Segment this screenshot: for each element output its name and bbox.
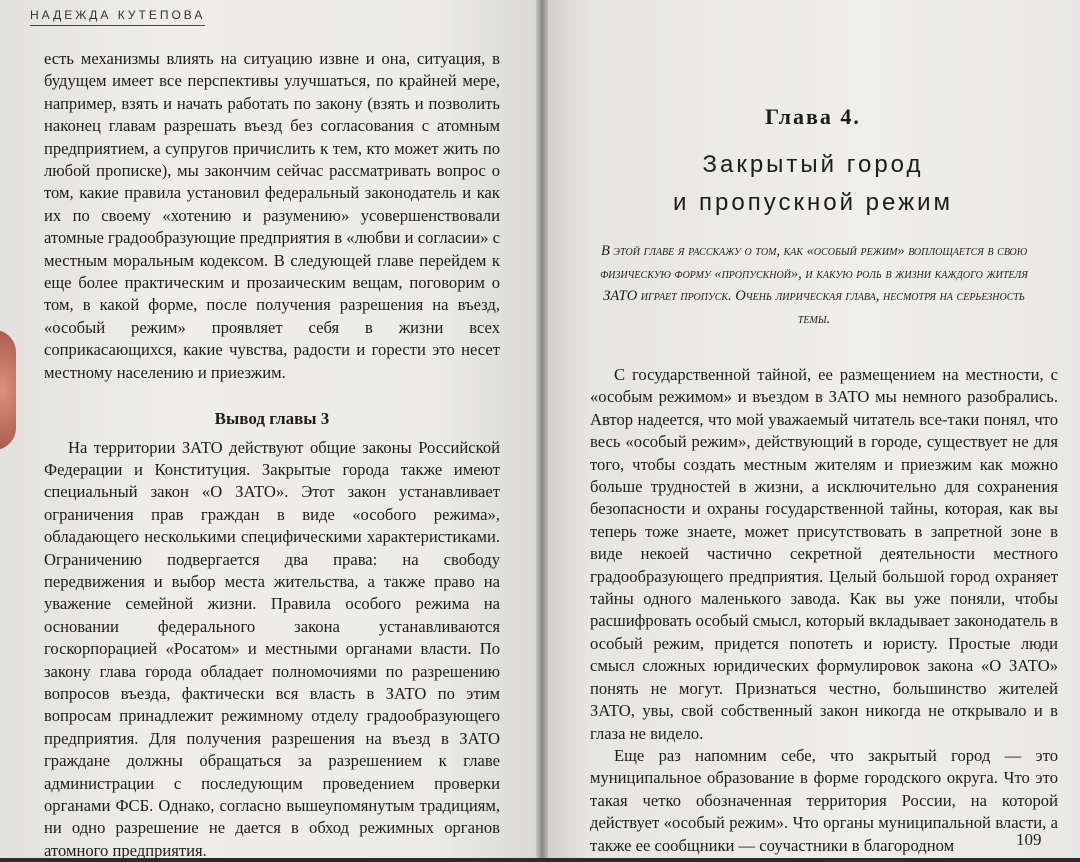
right-page-text	[590, 364, 1058, 857]
left-paragraph-1: есть механизмы влиять на ситуацию извне и она, ситуация, в будущем имеет все перспективы улучшаться, по крайней мере, например, взять и начать работать по закону (взять и позволить наконец главам разрешать въезд без согласования с атомным предприятием, а супругов причислить к тем, кто может жить по любой прописке), мы закончим сейчас рассматривать вопрос о том, какие правила установил федеральный законодатель и как их по своему «хотению и разумению» усовершенствовали атомные градообразующие предприятия в «любви и согласии» с местным моральным кодексом. В следующей главе перейдем к еще более практическим и прозаическим вещам, поговорим о том, в какой форме, после получения разрешения на въезд, «особый режим» проявляет себя в жизни всех соприкасающихся, какие чувства, радости и горести это несет местному населению и приезжим.	[44, 48, 500, 384]
chapter-label: Глава 4.	[546, 104, 1080, 130]
chapter-title-line-1: Закрытый город	[546, 146, 1080, 184]
thumb-photo-artifact	[0, 330, 16, 450]
chapter-epigraph: В этой главе я расскажу о том, как «особый режим» воплощается в свою физическую форму «пропускной», и какую роль в жизни каждого жителя ЗАТО играет пропуск. Очень лирическая глава, несмотря на серьезность темы.	[590, 240, 1038, 330]
chapter-title	[546, 146, 1080, 222]
page-number: 109	[1016, 830, 1042, 850]
running-head: НАДЕЖДА КУТЕПОВА	[30, 8, 205, 26]
left-page-text	[44, 48, 500, 862]
left-paragraph-2: На территории ЗАТО действуют общие законы Российской Федерации и Конституция. Закрытые города также имеют специальный закон «О ЗАТО». Этот закон устанавливает ограничения прав граждан в виде «особого режима», обладающего несколькими специфическими характеристиками. Ограничению подвергается два права: на свободу передвижения и выбор места жительства, а также право на уважение семейной жизни. Правила особого режима на основании федерального закона устанавливаются госкорпорацией «Росатом» и местными органами власти. По закону глава города обладает полномочиями по разрешению вопросов въезда, фактически вся власть в ЗАТО по этим вопросам принадлежит режимному отделу градообразующего предприятия. Для получения разрешения на въезд в ЗАТО граждане должны обращаться за разрешением к главе администрации с последующим проведением проверки органами ФСБ. Однако, согласно вышеупомянутым традициям, ни одно разрешение не дается в обход режимных органов атомного предприятия.	[44, 437, 500, 862]
right-paragraph-2: Еще раз напомним себе, что закрытый город — это муниципальное образование в форме городского округа. Что это такая четко обозначенная территория России, на которой действует «особый режим». Что органы муниципальной власти, а также ее сообщники — соучастники в благородном	[590, 745, 1058, 857]
right-paragraph-1: С государственной тайной, ее размещением на местности, с «особым режимом» и въездом в ЗАТО мы немного разобрались. Автор надеется, что мой уважаемый читатель все-таки понял, что весь «особый режим», действующий в городе, существует не для того, чтобы создать местным жителям и приезжим как можно больше трудностей в жизни, а исключительно для сохранения безопасности и охраны государственной тайны, которая, как вы теперь тоже знаете, может присутствовать в запретной зоне в виде некоей частично секретной деятельности местного градообразующего предприятия. Целый большой город охраняет тайны одного маленького завода. Как вы уже поняли, чтобы расшифровать особый смысл, который вкладывает законодатель в особый режим, придется попотеть и юристу. Простые люди смысл сложных юридических формулировок закона «О ЗАТО» понять не могут. Признаться честно, большинство жителей ЗАТО, увы, свой собственный закон никогда не открывало и в глаза не видело.	[590, 364, 1058, 745]
chapter-title-line-2: и пропускной режим	[546, 184, 1080, 222]
chapter-summary-heading: Вывод главы 3	[44, 408, 500, 430]
